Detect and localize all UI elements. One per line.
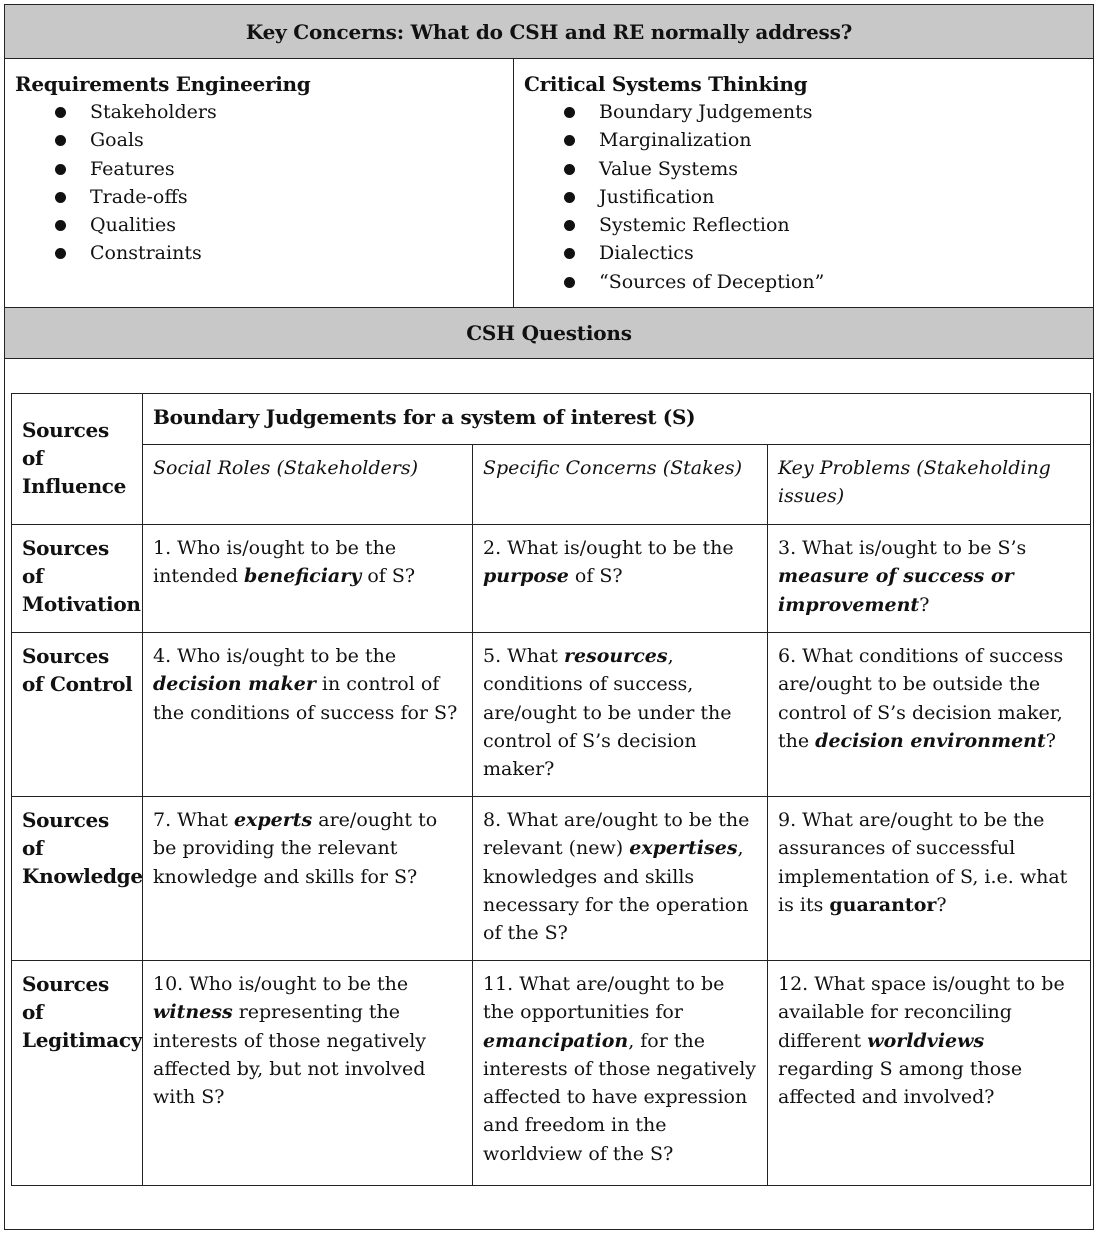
question-cell: 10. Who is/ought to be the witness representing the interests of those negatively affected by, but not involved with S? (143, 961, 473, 1186)
bullet-icon (564, 135, 575, 146)
list-item: Qualities (15, 211, 503, 239)
critical-systems-thinking-title: Critical Systems Thinking (524, 72, 808, 96)
bullet-icon (564, 248, 575, 259)
specific-concerns-header: Specific Concerns (Stakes) (473, 445, 768, 525)
table-row (12, 961, 1091, 1186)
concerns-section (5, 59, 1093, 307)
bullet-icon (564, 164, 575, 175)
question-cell: 7. What experts are/ought to be providing the relevant knowledge and skills for S? (143, 797, 473, 961)
critical-systems-thinking-column (514, 59, 1093, 307)
key-concerns-title: Key Concerns: What do CSH and RE normally address? (245, 19, 853, 44)
social-roles-header: Social Roles (Stakeholders) (143, 445, 473, 525)
question-cell: 12. What space is/ought to be available for reconciling different worldviews regarding S among those affected and involved? (768, 961, 1091, 1186)
table-row (12, 633, 1091, 797)
table-row (12, 797, 1091, 961)
boundary-judgements-header: Boundary Judgements for a system of interest (S) (143, 394, 1091, 445)
list-item: “Sources of Deception” (524, 268, 1083, 296)
bullet-icon (55, 248, 66, 259)
csh-questions-header (5, 307, 1093, 359)
bullet-icon (564, 220, 575, 231)
source-label-cell: Sources of Legitimacy (12, 961, 143, 1186)
requirements-engineering-title: Requirements Engineering (15, 72, 311, 96)
source-label-cell: Sources of Motivation (12, 525, 143, 633)
question-cell: 4. Who is/ought to be the decision maker in control of the conditions of success for S? (143, 633, 473, 797)
sources-of-influence-cell: Sources of Influence (12, 394, 143, 525)
question-cell: 1. Who is/ought to be the intended beneficiary of S? (143, 525, 473, 633)
list-item: Features (15, 155, 503, 183)
list-item: Boundary Judgements (524, 98, 1083, 126)
critical-systems-thinking-list (524, 98, 1083, 296)
bullet-icon (55, 220, 66, 231)
list-item: Value Systems (524, 155, 1083, 183)
question-cell: 6. What conditions of success are/ought to be outside the control of S’s decision maker, the decision environment? (768, 633, 1091, 797)
list-item: Dialectics (524, 239, 1083, 267)
list-item: Stakeholders (15, 98, 503, 126)
question-cell: 8. What are/ought to be the relevant (new) expertises, knowledges and skills necessary for the operation of the S? (473, 797, 768, 961)
list-item: Trade-offs (15, 183, 503, 211)
table-row (12, 394, 1091, 445)
bullet-icon (564, 192, 575, 203)
source-label-cell: Sources of Knowledge (12, 797, 143, 961)
bullet-icon (55, 192, 66, 203)
table-row (12, 445, 1091, 525)
key-problems-header: Key Problems (Stakeholding issues) (768, 445, 1091, 525)
table-row (12, 525, 1091, 633)
bullet-icon (55, 164, 66, 175)
source-label-cell: Sources of Control (12, 633, 143, 797)
list-item: Goals (15, 126, 503, 154)
csh-questions-table (11, 393, 1091, 1186)
bullet-icon (55, 107, 66, 118)
list-item: Systemic Reflection (524, 211, 1083, 239)
question-cell: 9. What are/ought to be the assurances of successful implementation of S, i.e. what is its guarantor? (768, 797, 1091, 961)
question-cell: 2. What is/ought to be the purpose of S? (473, 525, 768, 633)
requirements-engineering-list (15, 98, 503, 268)
question-cell: 5. What resources, conditions of success, are/ought to be under the control of S’s decision maker? (473, 633, 768, 797)
question-cell: 11. What are/ought to be the opportunities for emancipation, for the interests of those negatively affected to have expression and freedom in the worldview of the S? (473, 961, 768, 1186)
csh-questions-title: CSH Questions (466, 321, 632, 345)
bullet-icon (564, 277, 575, 288)
list-item: Justification (524, 183, 1083, 211)
requirements-engineering-column (5, 59, 514, 307)
list-item: Marginalization (524, 126, 1083, 154)
list-item: Constraints (15, 239, 503, 267)
key-concerns-header (5, 5, 1093, 59)
bullet-icon (564, 107, 575, 118)
question-cell: 3. What is/ought to be S’s measure of success or improvement? (768, 525, 1091, 633)
bullet-icon (55, 135, 66, 146)
